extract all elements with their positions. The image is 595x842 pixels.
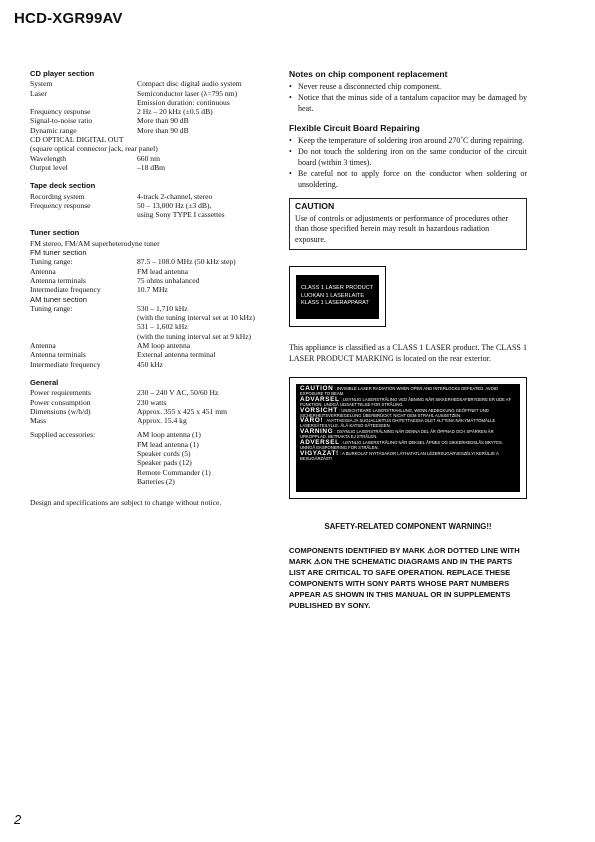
spec-label: Frequency response xyxy=(30,107,91,117)
spec-value: 10.7 MHz xyxy=(137,285,168,295)
spec-value: 530 – 1,710 kHz xyxy=(137,303,188,313)
spec-row xyxy=(30,407,265,416)
spec-row xyxy=(30,257,265,266)
spec-row xyxy=(30,350,265,359)
spec-label xyxy=(30,332,137,341)
spec-value: Compact disc digital audio system xyxy=(137,79,242,89)
list-line: Remote Commander (1) xyxy=(137,467,211,477)
spec-row xyxy=(30,398,265,407)
warning-head: VORSICHT xyxy=(300,406,338,414)
list-line: KLASS 1 LASERAPPARAT xyxy=(301,300,369,307)
warning-text: : USYNLIG LASERSTRÅLING NÅR DEKSEL ÅPNES OG SIKKERHEDSLÅS BRYTES. UNNGÅ EKSPONERING FOR STRÅLEN. xyxy=(300,440,503,450)
spec-label xyxy=(30,210,137,219)
spec-value: Emission duration: continuous xyxy=(137,97,230,107)
spec-value: –18 dBm xyxy=(137,162,166,172)
spec-label: Tuning range: xyxy=(30,257,73,267)
spec-value: Semiconductor laser (λ=795 nm) xyxy=(137,88,238,98)
spec-value: 450 kHz xyxy=(137,359,163,369)
safety-warning-text: COMPONENTS IDENTIFIED BY MARK ⚠OR DOTTED LINE WITH MARK ⚠ON THE SCHEMATIC DIAGRAMS AND IN THE PARTS LIST ARE CRITICAL TO SAFE OPERATION. REPLACE THESE COMPONENTS WITH SONY PARTS WHOSE PART NUMBERS APPEAR AS SHOWN IN THIS MANUAL OR IN SUPPLEMENTS PUBLISHED BY SONY. xyxy=(289,546,520,610)
spec-row xyxy=(30,276,265,285)
spec-row xyxy=(30,192,265,201)
warning-text: : AVATTAESSA JA SUOJALUKITUS OHITETTAESSA OLET ALTTIINA NÄKYMÄTTÖMÄLLE LASERSÄTEILYLLE. ÄLÄ KATSO SÄTEESEEN. xyxy=(300,418,496,429)
laser-warning-label-text xyxy=(296,384,520,492)
spec-label xyxy=(30,98,137,107)
specifications-column xyxy=(30,69,265,507)
class1-laser-label-text xyxy=(296,275,379,319)
spec-label: Antenna xyxy=(30,341,56,351)
am-tuner-heading: AM tuner section xyxy=(30,294,87,304)
spec-label: Intermediate frequency xyxy=(30,359,101,369)
spec-row xyxy=(30,341,265,350)
tape-section-heading: Tape deck section xyxy=(30,181,96,191)
spec-label: Dimensions (w/h/d) xyxy=(30,406,91,416)
list-line: LUOKAN 1 LASERLAITE xyxy=(301,292,365,299)
laser-classification-text: This appliance is classified as a CLASS 1 LASER product. The CLASS 1 LASER PRODUCT MARKING is located on the rear exterior. xyxy=(289,343,527,363)
spec-label: Intermediate frequency xyxy=(30,285,101,295)
spec-row xyxy=(30,360,265,369)
spec-value: More than 90 dB xyxy=(137,125,189,135)
warning-head: ADVERSEL xyxy=(300,439,340,447)
spec-value: Approx. 15.4 kg xyxy=(137,416,187,426)
spec-row xyxy=(30,201,265,210)
spec-value: using Sony TYPE I cassettes xyxy=(137,210,225,220)
caution-box xyxy=(289,198,527,250)
spec-value: 230 watts xyxy=(137,397,167,407)
spec-label xyxy=(30,322,137,331)
spec-row xyxy=(30,79,265,88)
spec-value: External antenna terminal xyxy=(137,350,216,360)
warning-text: : A BURKOLAT NYITÁSAKOR LÁTHATATLAN LÉZERSUGÁRVESZÉLY! KERÜLJE A BESUGÁRZÁST! xyxy=(300,450,499,461)
spec-row xyxy=(30,107,265,116)
bullet-item: • Keep the temperature of soldering iron around 270˚C during repairing. xyxy=(289,135,527,146)
spec-row xyxy=(30,116,265,125)
list-line: Batteries (2) xyxy=(137,476,175,486)
bullet-item: • Never reuse a disconnected chip component. xyxy=(289,81,527,92)
chip-notes-list xyxy=(289,81,527,114)
caution-text: Use of controls or adjustments or performance of procedures other than those specified herein may result in hazardous radiation exposure. xyxy=(295,213,509,244)
safety-warning-title: SAFETY-RELATED COMPONENT WARNING!! xyxy=(324,522,492,531)
cd-optical-title: CD OPTICAL DIGITAL OUT xyxy=(30,135,124,145)
fm-tuner-heading: FM tuner section xyxy=(30,248,87,258)
flex-board-heading: Flexible Circuit Board Repairing xyxy=(289,123,420,133)
spec-value: 75 ohms unbalanced xyxy=(137,275,200,285)
spec-value: 531 – 1,602 kHz xyxy=(137,322,188,332)
tuner-section-heading: Tuner section xyxy=(30,228,80,238)
general-spec-table xyxy=(30,388,265,425)
spec-value: 87.5 – 108.0 MHz (50 kHz step) xyxy=(137,257,236,267)
spec-label: Antenna xyxy=(30,266,56,276)
warning-block xyxy=(300,449,516,462)
spec-label: Laser xyxy=(30,88,47,98)
cd-section-heading: CD player section xyxy=(30,69,95,78)
spec-row xyxy=(30,313,265,322)
spec-value: 230 – 240 V AC, 50/60 Hz xyxy=(137,388,219,398)
fm-spec-table xyxy=(30,257,265,294)
spec-row xyxy=(30,89,265,98)
spec-row xyxy=(30,267,265,276)
class1-laser-label xyxy=(289,266,386,327)
spec-label: System xyxy=(30,79,53,89)
spec-row xyxy=(30,332,265,341)
spec-value: 2 Hz – 20 kHz (±0.5 dB) xyxy=(137,107,213,117)
list-line: AM loop antenna (1) xyxy=(137,430,201,440)
laser-warning-label xyxy=(289,377,527,499)
spec-label: Mass xyxy=(30,416,47,426)
model-title: HCD-XGR99AV xyxy=(14,10,123,27)
warning-head: ADVARSEL xyxy=(300,395,340,403)
spec-value: More than 90 dB xyxy=(137,116,189,126)
warning-text: : USYNLIG LASERSTRÅLING VED ÅBNING NÅR SIKKERHEDSAFBRYDERE ER UDE AF FUNKTION. UNDGÅ UDSAETTELSE FOR STRÅLING. xyxy=(300,396,512,407)
warning-head: VARNING xyxy=(300,428,334,436)
spec-value: Approx. 355 x 425 x 451 mm xyxy=(137,406,228,416)
bullet-item: • Notice that the minus side of a tantalum capacitor may be damaged by heat. xyxy=(289,92,527,114)
supplied-accessories xyxy=(30,430,265,486)
chip-notes-heading: Notes on chip component replacement xyxy=(289,69,448,79)
cd-optical-table xyxy=(30,154,265,173)
list-line: FM lead antenna (1) xyxy=(137,439,199,449)
warning-head: VARO! xyxy=(300,417,324,425)
spec-label xyxy=(30,313,137,322)
warning-block xyxy=(300,406,516,419)
spec-label: Signal-to-noise ratio xyxy=(30,116,93,126)
caution-title: CAUTION xyxy=(295,201,335,211)
spec-value: 660 nm xyxy=(137,153,160,163)
warning-head: VIGYAZAT! xyxy=(300,449,339,457)
spec-row xyxy=(30,210,265,219)
flex-board-list xyxy=(289,135,527,190)
spec-label: Recording system xyxy=(30,191,85,201)
cd-spec-table xyxy=(30,79,265,135)
spec-label: Power consumption xyxy=(30,397,91,407)
list-line: CLASS 1 LASER PRODUCT xyxy=(301,285,374,292)
page-number: 2 xyxy=(14,812,22,827)
spec-value: 50 – 13,000 Hz (±3 dB), xyxy=(137,200,212,210)
tape-spec-table xyxy=(30,192,265,220)
spec-row xyxy=(30,388,265,397)
disclaimer-text: Design and specifications are subject to change without notice. xyxy=(30,498,222,508)
spec-row xyxy=(30,322,265,331)
spec-label: Dynamic range xyxy=(30,125,77,135)
list-line: Speaker pads (12) xyxy=(137,458,192,468)
spec-row xyxy=(30,416,265,425)
spec-value: AM loop antenna xyxy=(137,341,191,351)
spec-value: (with the tuning interval set at 9 kHz) xyxy=(137,331,252,341)
spec-value: 4-track 2-channel, stereo xyxy=(137,191,213,201)
spec-label: Wavelength xyxy=(30,153,67,163)
spec-value: (with the tuning interval set at 10 kHz) xyxy=(137,313,255,323)
general-section-heading: General xyxy=(30,377,59,387)
spec-row xyxy=(30,126,265,135)
spec-row xyxy=(30,163,265,172)
bullet-item: • Do not touch the soldering iron on the same conductor of the circuit board (within 3 times). xyxy=(289,146,527,168)
warning-text: : OSYNLIG LASERSTRÅLNING NÄR DENNA DEL ÄR ÖPPNAD OCH SPÄRREN ÄR URKOPPLAD. BETRAKTA EJ STRÅLEN. xyxy=(300,429,494,440)
spec-label: Antenna terminals xyxy=(30,275,86,285)
spec-label: Power requirements xyxy=(30,388,91,398)
warning-text: : INVISIBLE LASER RADIATION WHEN OPEN AND INTERLOCKS DEFEATED. AVOID EXPOSURE TO BEAM. xyxy=(300,386,499,396)
supplied-label: Supplied accessories: xyxy=(30,430,96,440)
notes-column xyxy=(289,69,527,611)
spec-label: Antenna terminals xyxy=(30,350,86,360)
am-spec-table xyxy=(30,304,265,369)
spec-value: FM lead antenna xyxy=(137,266,189,276)
bullet-item: • Be careful not to apply force on the conductor when soldering or unsoldering. xyxy=(289,168,527,190)
cd-optical-sub: (square optical connector jack, rear panel) xyxy=(30,144,158,154)
warning-head: CAUTION xyxy=(300,385,334,392)
spec-row xyxy=(30,154,265,163)
supplied-list xyxy=(137,430,265,486)
spec-row xyxy=(30,304,265,313)
spec-row xyxy=(30,98,265,107)
list-line: Speaker cords (5) xyxy=(137,448,191,458)
spec-row xyxy=(30,285,265,294)
warning-text: : UNSICHTBARE LASERSTRAHLUNG, WENN ABDECKUNG GEÖFFNET UND SICHERHEITSVERRIEGELUNG ÜBERBRÜCKT. NICHT DEM STRAHL AUSSETZEN. xyxy=(300,407,489,418)
spec-label: Output level xyxy=(30,162,68,172)
spec-label: Tuning range: xyxy=(30,303,73,313)
tuner-type-line: FM stereo, FM/AM superheterodyne tuner xyxy=(30,238,160,248)
spec-label: Frequency response xyxy=(30,200,91,210)
